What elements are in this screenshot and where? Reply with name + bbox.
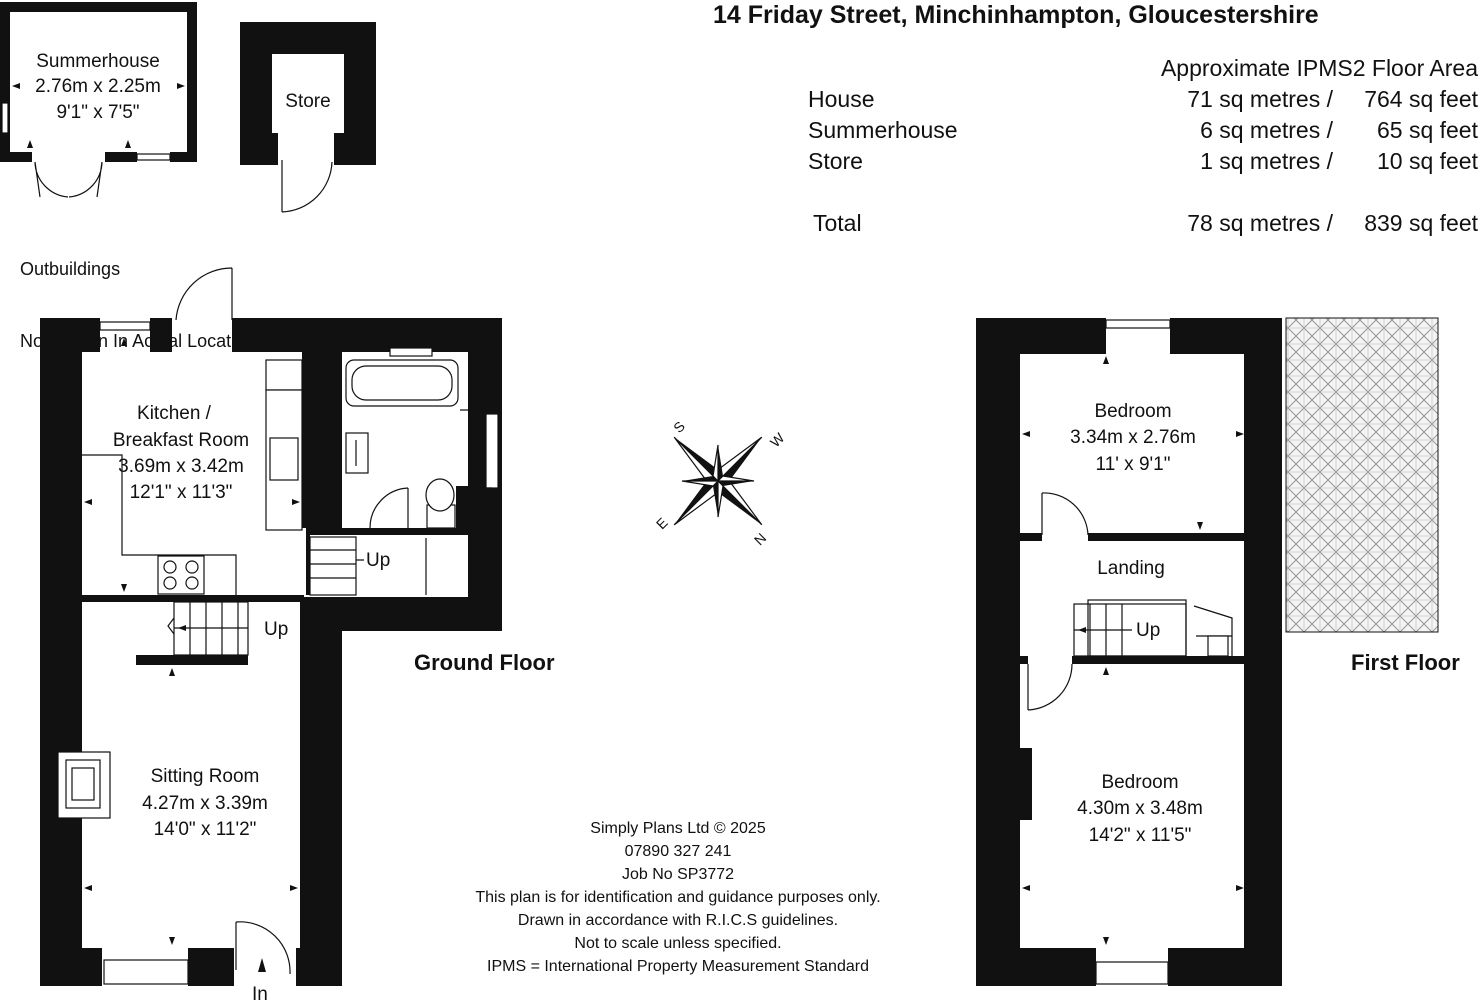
summerhouse-metric: 2.76m x 2.25m (35, 76, 161, 97)
credits-line: This plan is for identification and guidance purposes only. (475, 889, 881, 906)
area-total-name: Total (813, 210, 862, 236)
first-floor-label: First Floor (1351, 650, 1460, 675)
area-row-name: Summerhouse (808, 117, 958, 143)
summerhouse-name: Summerhouse (36, 51, 160, 72)
bedroom1-metric: 3.34m x 2.76m (1070, 427, 1196, 448)
area-row-total (808, 210, 1478, 241)
compass-east-label: E (652, 514, 671, 533)
sitting-room-metric: 4.27m x 3.39m (142, 793, 268, 814)
entrance-label: In (252, 984, 268, 1005)
kitchen-metric: 3.69m x 3.42m (118, 456, 244, 477)
credits-block (420, 817, 936, 978)
floor-area-table (808, 55, 1478, 241)
stairs-up-rear-label: Up (366, 550, 391, 571)
area-row-feet: 10 sq feet (1376, 148, 1478, 174)
area-row-metres: 6 sq metres / (1200, 117, 1333, 143)
credits-line: Job No SP3772 (621, 866, 735, 883)
compass-south-label: S (670, 417, 689, 436)
bedroom2-imperial: 14'2" x 11'5" (1088, 825, 1192, 846)
credits-line: IPMS = International Property Measurement Standard (487, 958, 869, 975)
landing-name: Landing (1097, 558, 1165, 579)
credits-line: Simply Plans Ltd © 2025 (590, 820, 766, 837)
area-row-house (808, 86, 1478, 117)
compass-west-label: W (766, 429, 788, 451)
area-total-metres: 78 sq metres / (1187, 210, 1333, 236)
area-row-metres: 1 sq metres / (1200, 148, 1333, 174)
area-row-name: Store (808, 148, 863, 174)
bedroom1-name: Bedroom (1094, 401, 1172, 422)
compass-rose (630, 393, 805, 568)
credits-line: Drawn in accordance with R.I.C.S guidelines. (517, 912, 839, 929)
kitchen-name-line1: Kitchen / (137, 403, 211, 424)
ground-floor-label: Ground Floor (414, 650, 555, 675)
compass-north-label: N (750, 529, 770, 549)
area-table-header: Approximate IPMS2 Floor Area (1160, 55, 1478, 81)
kitchen-imperial: 12'1" x 11'3" (129, 482, 233, 503)
stairs-up-main-label: Up (264, 619, 289, 640)
outbuildings-note-line2: Not Shown In Actual Location Or Orientation (20, 331, 374, 351)
area-row-metres: 71 sq metres / (1187, 86, 1333, 112)
area-row-name: House (808, 86, 875, 112)
credits-line: Not to scale unless specified. (574, 935, 782, 952)
bedroom1-imperial: 11' x 9'1" (1095, 454, 1171, 475)
sitting-room-name: Sitting Room (150, 766, 260, 787)
outbuildings-note-line1: Outbuildings (20, 259, 121, 279)
summerhouse-imperial: 9'1" x 7'5" (56, 102, 140, 123)
area-row-summerhouse (808, 117, 1478, 148)
store-outbuilding (240, 22, 376, 212)
outbuildings-note (20, 209, 373, 377)
sitting-room-imperial: 14'0" x 11'2" (153, 819, 257, 840)
page-title: 14 Friday Street, Minchinhampton, Gloucestershire (713, 1, 1319, 29)
credits-line: 07890 327 241 (624, 843, 732, 860)
store-name: Store (285, 91, 331, 112)
first-floor-stairs-up-label: Up (1136, 620, 1161, 641)
area-row-feet: 764 sq feet (1364, 86, 1478, 112)
bedroom2-name: Bedroom (1101, 772, 1179, 793)
area-row-feet: 65 sq feet (1376, 117, 1478, 143)
bedroom2-metric: 4.30m x 3.48m (1077, 798, 1203, 819)
summerhouse-outbuilding (0, 2, 197, 197)
kitchen-name-line2: Breakfast Room (112, 430, 250, 451)
area-row-store (808, 148, 1478, 179)
area-total-feet: 839 sq feet (1364, 210, 1478, 236)
